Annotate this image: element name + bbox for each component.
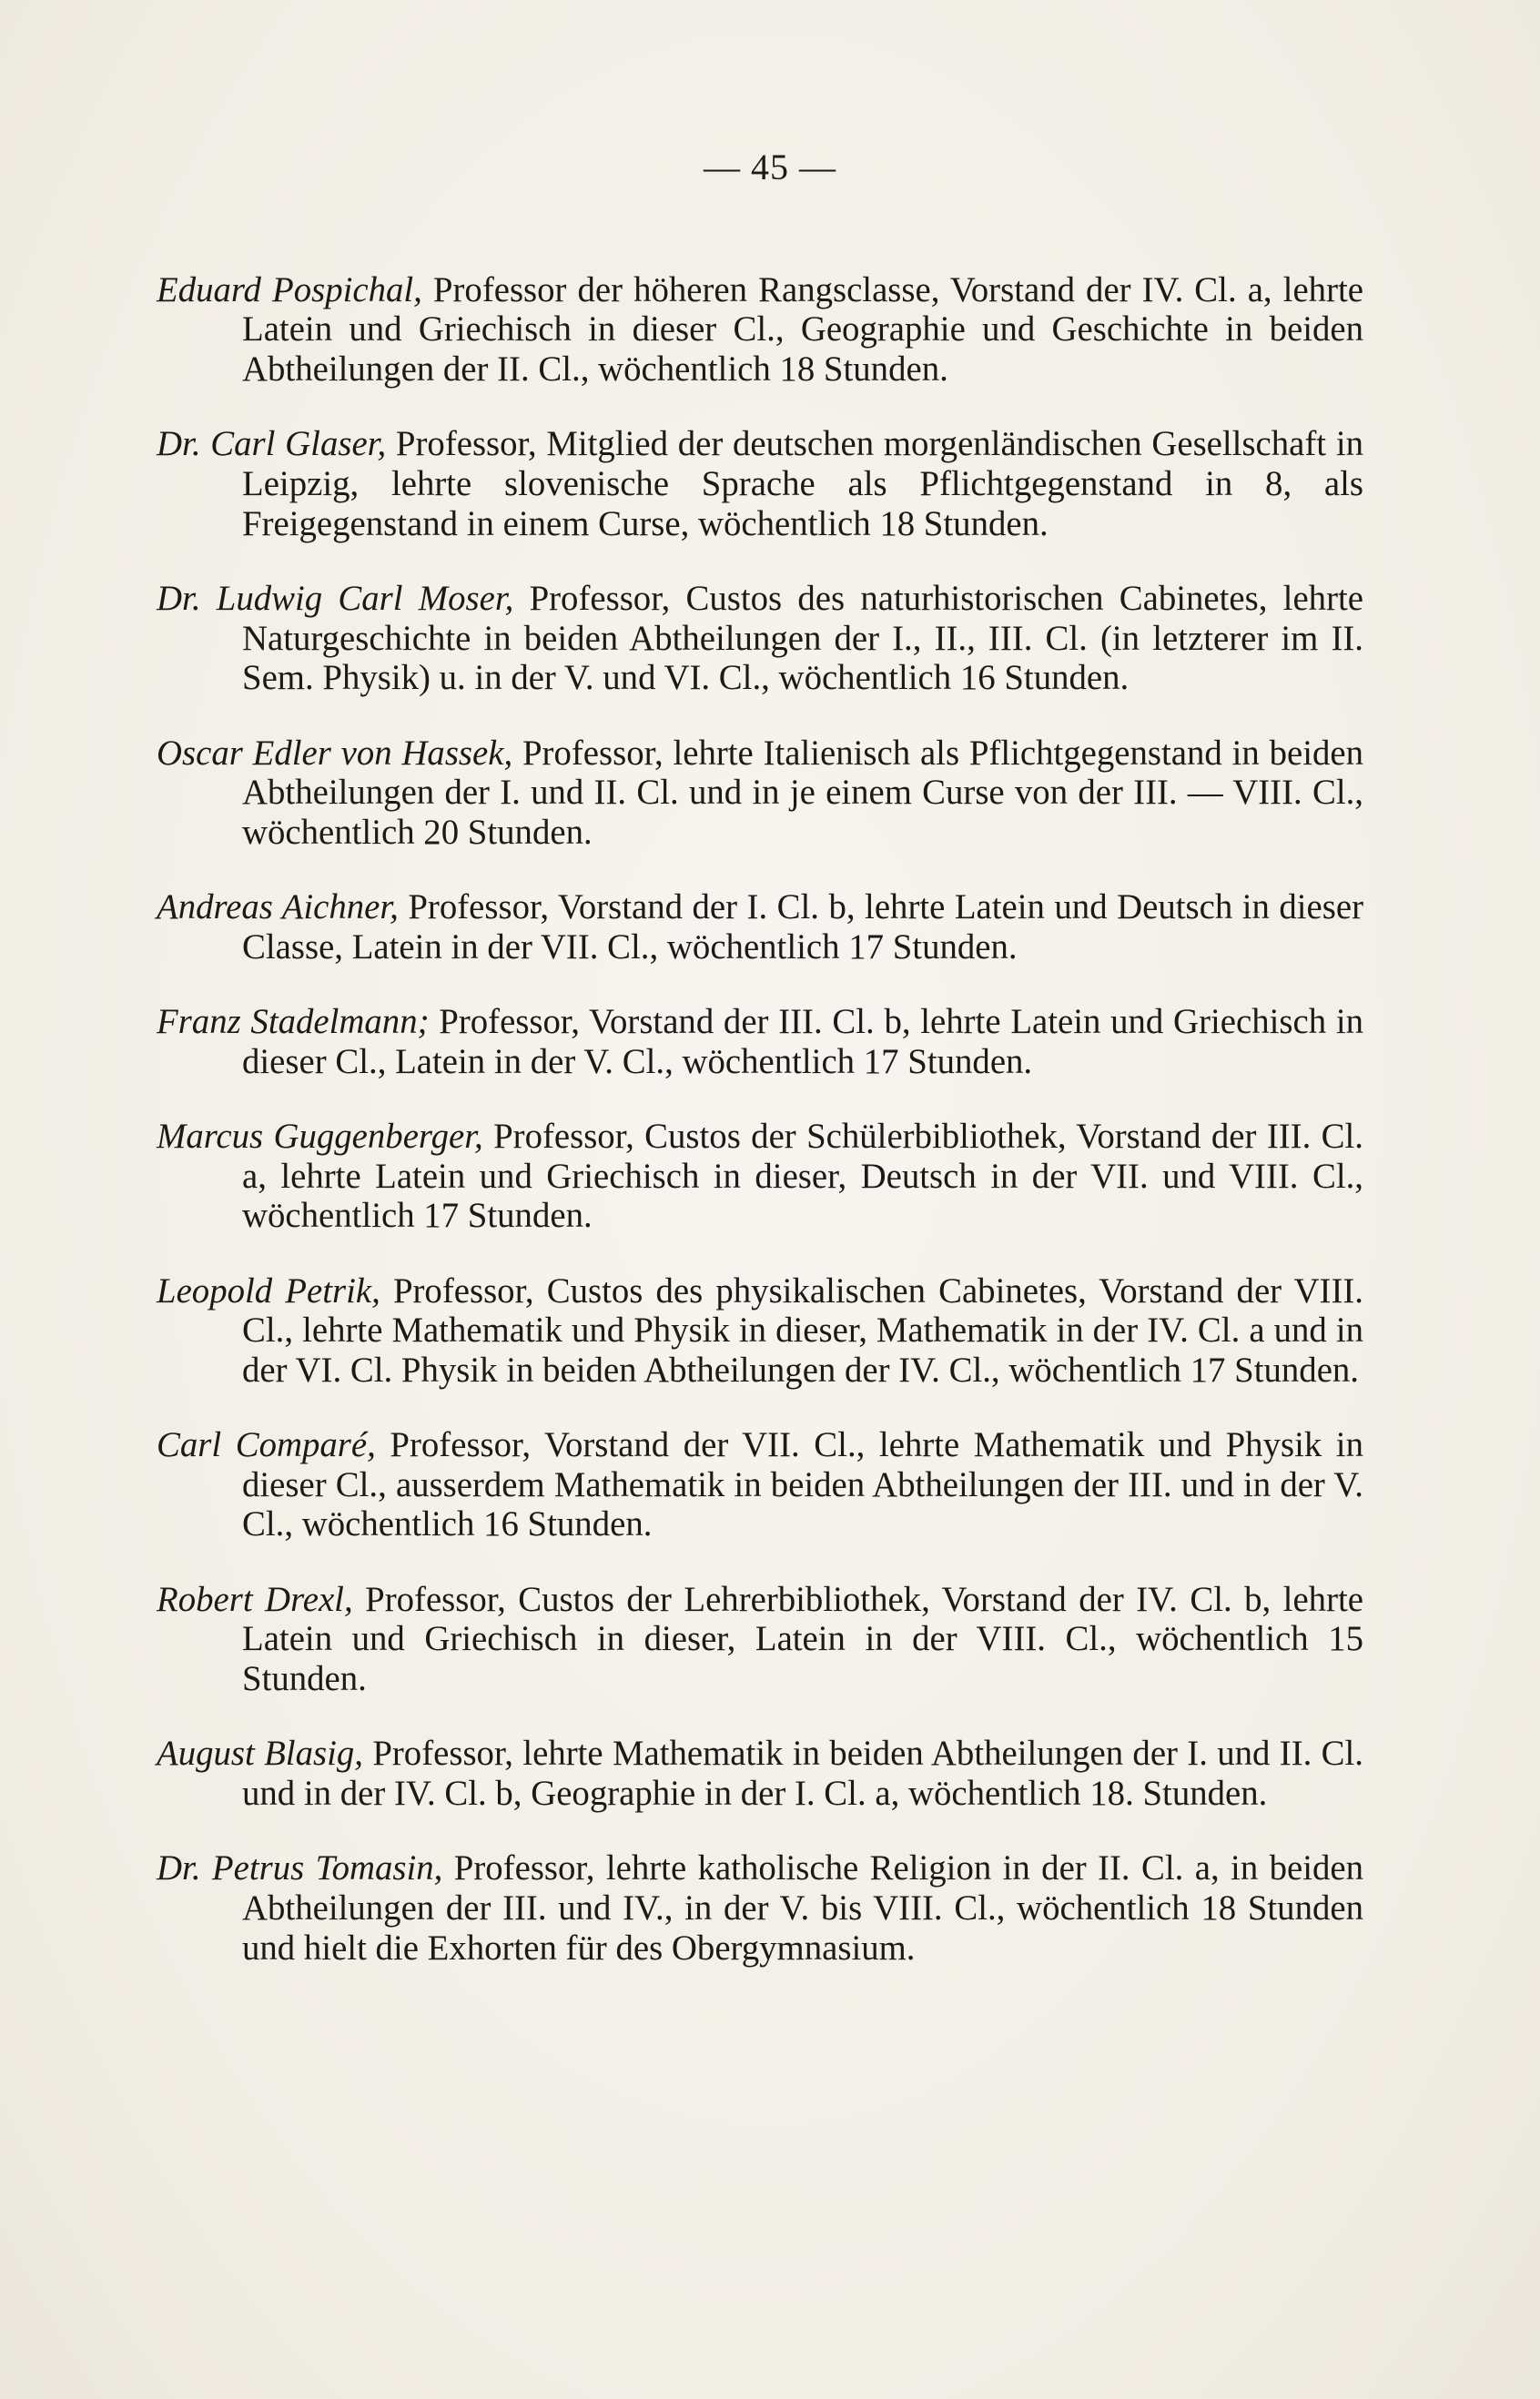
staff-entry	[157, 1425, 1363, 1544]
staff-entry	[157, 270, 1363, 390]
entry-text: Professor, Custos der Lehrerbibliothek, Vorstand der IV. Cl. b, lehrte Latein und Griechisch in dieser, Latein in der VIII. Cl., wöchentlich 15 Stunden.	[242, 1579, 1364, 1698]
academic-title: Dr.	[157, 424, 201, 464]
staff-entry	[157, 1580, 1363, 1699]
staff-entry	[157, 1848, 1363, 1968]
academic-title: Dr.	[157, 578, 201, 618]
entry-text: Professor, Custos des naturhistorischen Cabinetes, lehrte Naturgeschichte in beiden Abtheilungen der I., II., III. Cl. (in letzterer im II. Sem. Physik) u. in der V. und VI. Cl., wöchentlich 16 Stunden.	[242, 578, 1363, 698]
entry-text: Professor der höheren Rangsclasse, Vorstand der IV. Cl. a, lehrte Latein und Griechisch in dieser Cl., Geographie und Geschichte in beiden Abtheilungen der II. Cl., wöchentlich 18 Stunden.	[242, 269, 1363, 389]
staff-entry	[157, 1117, 1363, 1236]
page-number: — 45 —	[704, 147, 836, 187]
teacher-name: Marcus Guggenberger,	[157, 1117, 483, 1157]
staff-entry	[157, 734, 1363, 853]
teacher-name: Franz Stadelmann;	[157, 1002, 430, 1042]
teacher-name: Carl Comparé,	[157, 1425, 376, 1465]
entry-text: Professor, lehrte Mathematik in beiden Abtheilungen der I. und II. Cl. und in der IV. Cl. b, Geographie in der I. Cl. a, wöchentlich 18. Stunden.	[242, 1734, 1364, 1813]
entry-text: Professor, Vorstand der I. Cl. b, lehrte Latein und Deutsch in dieser Classe, Latein in der VII. Cl., wöchentlich 17 Stunden.	[242, 887, 1363, 967]
teacher-name: Robert Drexl,	[157, 1579, 353, 1619]
teacher-name: Eduard Pospichal,	[157, 269, 422, 309]
staff-entry	[157, 424, 1363, 543]
entry-text: Professor, Vorstand der III. Cl. b, lehrte Latein und Griechisch in dieser Cl., Latein in der V. Cl., wöchentlich 17 Stunden.	[242, 1002, 1364, 1081]
staff-entry	[157, 1002, 1363, 1081]
entry-text: Professor, lehrte Italienisch als Pflichtgegenstand in beiden Abtheilungen der I. und II. Cl. und in je einem Curse von der III. — VIII. Cl., wöchentlich 20 Stunden.	[242, 733, 1363, 852]
staff-list	[157, 235, 1363, 1977]
teacher-name: Andreas Aichner,	[157, 887, 399, 927]
teacher-name: Petrus Tomasin,	[211, 1848, 443, 1888]
teacher-name: Leopold Petrik,	[157, 1270, 380, 1311]
teacher-name: Carl Glaser,	[210, 424, 387, 464]
teacher-name: Ludwig Carl Moser,	[216, 578, 514, 618]
entry-text: Professor, lehrte katholische Religion in der II. Cl. a, in beiden Abtheilungen der III. und IV., in der V. bis VIII. Cl., wöchentlich 18 Stunden und hielt die Exhorten für des Obergymnasium.	[242, 1848, 1364, 1968]
staff-entry	[157, 1734, 1363, 1813]
entry-text: Professor, Vorstand der VII. Cl., lehrte Mathematik und Physik in dieser Cl., ausserdem Mathematik in beiden Abtheilungen der III. und in der V. Cl., wöchentlich 16 Stunden.	[242, 1425, 1363, 1544]
entry-text: Professor, Mitglied der deutschen morgenländischen Gesellschaft in Leipzig, lehrte slovenische Sprache als Pflichtgegenstand in 8, als Freigegenstand in einem Curse, wöchentlich 18 Stunden.	[242, 424, 1363, 543]
staff-entry	[157, 1271, 1363, 1391]
staff-entry	[157, 887, 1363, 967]
teacher-name: August Blasig,	[157, 1734, 363, 1774]
entry-text: Professor, Custos des physikalischen Cabinetes, Vorstand der VIII. Cl., lehrte Mathematik und Physik in dieser, Mathematik in der IV. Cl. a und in der VI. Cl. Physik in beiden Abtheilungen der IV. Cl., wöchentlich 17 Stunden.	[242, 1270, 1363, 1390]
academic-title: Dr.	[157, 1848, 201, 1888]
entry-text: Professor, Custos der Schülerbibliothek, Vorstand der III. Cl. a, lehrte Latein und Griechisch in dieser, Deutsch in der VII. und VIII. Cl., wöchentlich 17 Stunden.	[242, 1117, 1364, 1236]
teacher-name: Oscar Edler von Hassek,	[157, 733, 513, 773]
staff-entry	[157, 579, 1363, 698]
